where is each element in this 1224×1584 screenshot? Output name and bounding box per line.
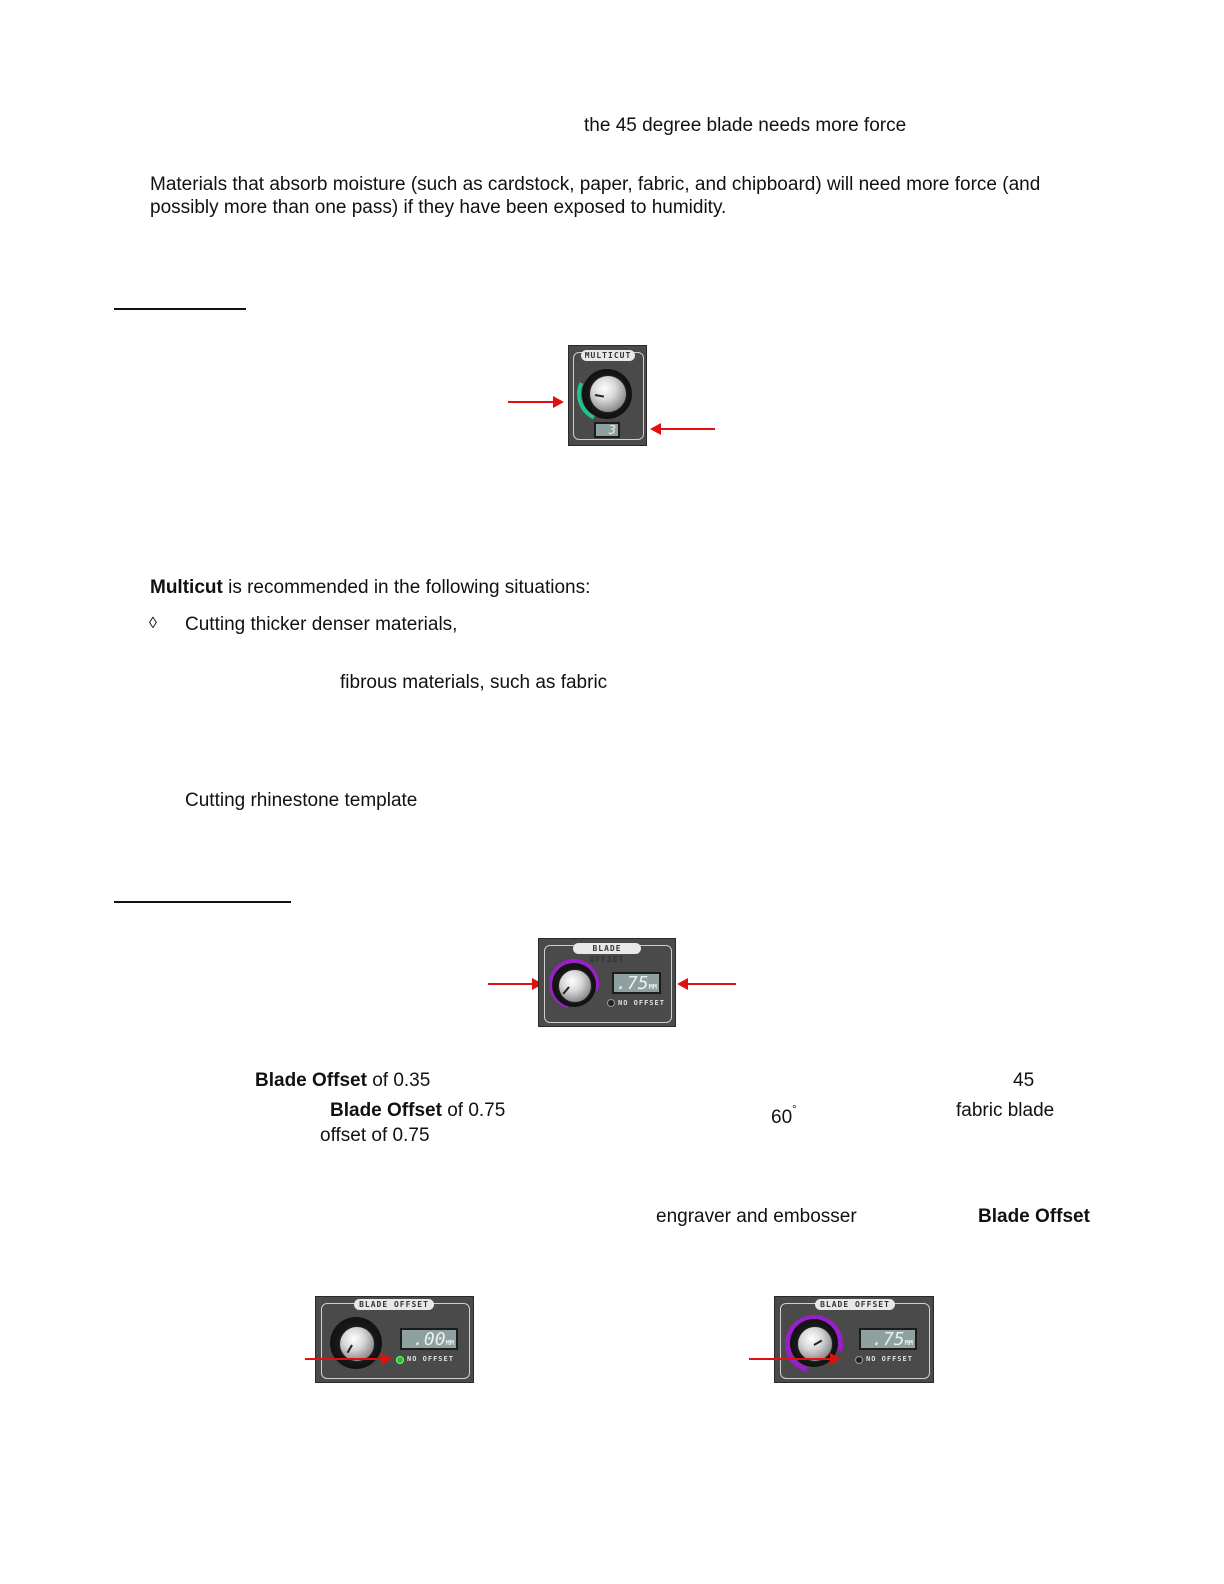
moisture-paragraph-line2: possibly more than one pass) if they have been exposed to humidity. — [150, 197, 727, 218]
multicut-display: 3 — [594, 422, 620, 438]
bullet-thicker-materials: Cutting thicker denser materials, — [185, 614, 458, 635]
no-offset-toggle[interactable] — [607, 999, 615, 1007]
no-offset-toggle-off[interactable] — [855, 1356, 863, 1364]
blade-offset-heading: Blade Offset — [978, 1206, 1090, 1227]
no-offset-label-zero: NO OFFSET — [407, 1355, 454, 1363]
arrow-pointing-offset-knob — [488, 983, 541, 985]
rhinestone-template: Cutting rhinestone template — [185, 790, 418, 811]
moisture-paragraph-line1: Materials that absorb moisture (such as cardstock, paper, fabric, and chipboard) will need more force (and — [150, 174, 1041, 195]
arrow-pointing-toggle-on — [305, 1358, 390, 1360]
arrow-pointing-display — [652, 428, 715, 430]
engraver-embosser: engraver and embosser — [656, 1206, 857, 1227]
blade-offset-set-label: BLADE OFFSET — [815, 1299, 895, 1310]
degree-45: 45 — [1013, 1070, 1035, 1091]
arrow-pointing-knob-set — [749, 1358, 839, 1360]
fibrous-materials: fibrous materials, such as fabric — [340, 672, 608, 693]
blade-offset-knob[interactable] — [558, 969, 592, 1003]
blade-offset-035: Blade Offset of 0.35 — [255, 1070, 431, 1091]
section-rule-multicut — [114, 308, 246, 310]
degree-60: 60° — [771, 1104, 797, 1128]
blade-offset-set-knob[interactable] — [797, 1326, 833, 1362]
blade-offset-zero-knob[interactable] — [339, 1326, 375, 1362]
blade-offset-set-control — [774, 1296, 934, 1383]
no-offset-toggle-on[interactable] — [396, 1356, 404, 1364]
blade-offset-control — [538, 938, 676, 1027]
fabric-blade: fabric blade — [956, 1100, 1055, 1121]
blade-offset-zero-control — [315, 1296, 474, 1383]
blade-offset-set-display: .75MM — [859, 1328, 917, 1350]
blade-offset-075: Blade Offset of 0.75 — [330, 1100, 506, 1121]
blade-offset-display: .75MM — [612, 972, 661, 994]
blade-offset-zero-label: BLADE OFFSET — [354, 1299, 434, 1310]
no-offset-label-set: NO OFFSET — [866, 1355, 913, 1363]
multicut-knob[interactable] — [589, 375, 627, 413]
no-offset-label: NO OFFSET — [618, 999, 665, 1007]
arrow-pointing-knob — [508, 401, 562, 403]
section-rule-blade-offset — [114, 901, 291, 903]
blade-offset-label: BLADE OFFSET — [573, 943, 641, 954]
bullet-diamond: ◊ — [149, 615, 157, 632]
multicut-intro: Multicut is recommended in the following situations: — [150, 577, 591, 598]
blade-offset-zero-display: .00MM — [400, 1328, 458, 1350]
force-note: the 45 degree blade needs more force — [584, 115, 907, 136]
multicut-label: MULTICUT — [581, 350, 635, 361]
arrow-pointing-offset-display — [679, 983, 736, 985]
offset-of-075: offset of 0.75 — [320, 1125, 430, 1146]
multicut-control — [568, 345, 647, 446]
